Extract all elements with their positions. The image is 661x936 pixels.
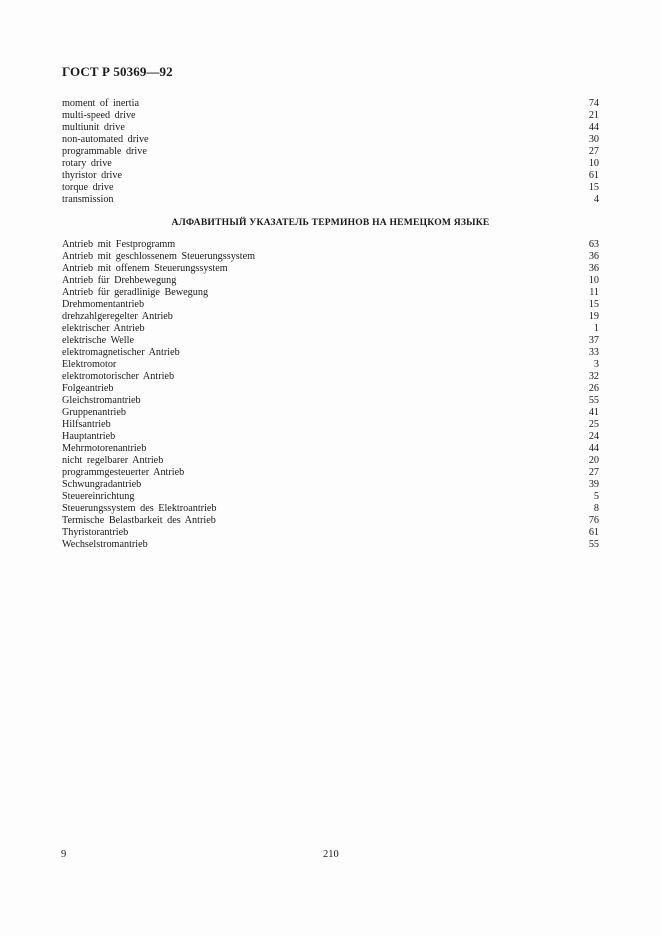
index-term: multiunit drive	[62, 122, 125, 133]
index-number: 10	[588, 275, 599, 286]
index-entry	[62, 134, 599, 146]
index-term: Antrieb für Drehbewegung	[62, 275, 177, 286]
index-entry	[62, 347, 599, 359]
index-number: 15	[588, 299, 599, 310]
index-number: 76	[588, 515, 599, 526]
page-number: 210	[323, 849, 339, 860]
index-entry	[62, 275, 599, 287]
index-number: 27	[588, 146, 599, 157]
index-term: moment of inertia	[62, 98, 139, 109]
index-entry	[62, 407, 599, 419]
index-entry	[62, 110, 599, 122]
index-term: Hauptantrieb	[62, 431, 116, 442]
index-entry	[62, 515, 599, 527]
index-number: 61	[588, 170, 599, 181]
index-number: 24	[588, 431, 599, 442]
index-number: 3	[593, 359, 599, 370]
index-entry	[62, 299, 599, 311]
index-number: 11	[589, 287, 599, 298]
index-number: 30	[588, 134, 599, 145]
index-entry	[62, 158, 599, 170]
index-term: elektrische Welle	[62, 335, 134, 346]
index-entry	[62, 479, 599, 491]
index-entry	[62, 239, 599, 251]
index-entry	[62, 182, 599, 194]
index-entry	[62, 251, 599, 263]
index-number: 41	[588, 407, 599, 418]
index-number: 36	[588, 251, 599, 262]
index-number: 55	[588, 539, 599, 550]
index-number: 5	[593, 491, 599, 502]
index-term: Thyristorantrieb	[62, 527, 129, 538]
index-term: Antrieb mit Festprogramm	[62, 239, 176, 250]
index-entry	[62, 383, 599, 395]
index-entry	[62, 335, 599, 347]
index-term: Antrieb mit geschlossenem Steuerungssystem	[62, 251, 256, 262]
index-number: 61	[588, 527, 599, 538]
index-term: Wechselstromantrieb	[62, 539, 148, 550]
index-entry	[62, 122, 599, 134]
index-term: programmable drive	[62, 146, 147, 157]
index-term: Antrieb für geradlinige Bewegung	[62, 287, 209, 298]
german-index-list	[62, 239, 599, 551]
index-term: transmission	[62, 194, 114, 205]
index-term: Gleichstromantrieb	[62, 395, 141, 406]
index-number: 10	[588, 158, 599, 169]
index-entry	[62, 419, 599, 431]
index-number: 20	[588, 455, 599, 466]
index-term: Steuereinrichtung	[62, 491, 135, 502]
index-number: 21	[588, 110, 599, 121]
index-entry	[62, 455, 599, 467]
index-number: 63	[588, 239, 599, 250]
index-term: Mehrmotorenantrieb	[62, 443, 147, 454]
index-entry	[62, 395, 599, 407]
index-entry	[62, 359, 599, 371]
index-term: Drehmomentantrieb	[62, 299, 145, 310]
index-term: non-automated drive	[62, 134, 149, 145]
index-entry	[62, 194, 599, 206]
index-entry	[62, 503, 599, 515]
index-term: Termische Belastbarkeit des Antrieb	[62, 515, 216, 526]
index-number: 19	[588, 311, 599, 322]
index-entry	[62, 371, 599, 383]
german-index-title: АЛФАВИТНЫЙ УКАЗАТЕЛЬ ТЕРМИНОВ НА НЕМЕЦКОМ ЯЗЫКЕ	[171, 217, 490, 228]
index-term: nicht regelbarer Antrieb	[62, 455, 164, 466]
index-entry	[62, 263, 599, 275]
index-entry	[62, 311, 599, 323]
index-term: Steuerungssystem des Elektroantrieb	[62, 503, 217, 514]
index-number: 27	[588, 467, 599, 478]
index-entry	[62, 287, 599, 299]
index-term: Schwungradantrieb	[62, 479, 142, 490]
index-term: programmgesteuerter Antrieb	[62, 467, 185, 478]
index-term: elektromagnetischer Antrieb	[62, 347, 180, 358]
index-entry	[62, 527, 599, 539]
index-number: 1	[593, 323, 599, 334]
index-term: elektrischer Antrieb	[62, 323, 145, 334]
index-number: 26	[588, 383, 599, 394]
index-entry	[62, 170, 599, 182]
index-term: Folgeantrieb	[62, 383, 114, 394]
index-number: 44	[588, 122, 599, 133]
index-entry	[62, 491, 599, 503]
index-term: rotary drive	[62, 158, 112, 169]
index-term: Antrieb mit offenem Steuerungssystem	[62, 263, 228, 274]
index-term: thyristor drive	[62, 170, 123, 181]
index-term: drehzahlgeregelter Antrieb	[62, 311, 173, 322]
index-number: 37	[588, 335, 599, 346]
index-entry	[62, 146, 599, 158]
index-number: 32	[588, 371, 599, 382]
index-term: multi-speed drive	[62, 110, 136, 121]
index-number: 55	[588, 395, 599, 406]
index-number: 33	[588, 347, 599, 358]
footer-left-number: 9	[61, 849, 67, 860]
index-term: Gruppenantrieb	[62, 407, 126, 418]
index-term: Hilfsantrieb	[62, 419, 111, 430]
index-entry	[62, 467, 599, 479]
index-entry	[62, 443, 599, 455]
index-entry	[62, 431, 599, 443]
index-number: 44	[588, 443, 599, 454]
index-number: 15	[588, 182, 599, 193]
index-entry	[62, 539, 599, 551]
index-number: 4	[593, 194, 599, 205]
index-term: Elektromotor	[62, 359, 117, 370]
index-number: 39	[588, 479, 599, 490]
page-header: ГОСТ Р 50369—92	[62, 64, 173, 79]
index-number: 74	[588, 98, 599, 109]
index-number: 8	[593, 503, 599, 514]
index-entry	[62, 323, 599, 335]
english-index-list	[62, 98, 599, 206]
index-number: 36	[588, 263, 599, 274]
index-entry	[62, 98, 599, 110]
index-number: 25	[588, 419, 599, 430]
index-term: torque drive	[62, 182, 114, 193]
index-term: elektromotorischer Antrieb	[62, 371, 175, 382]
